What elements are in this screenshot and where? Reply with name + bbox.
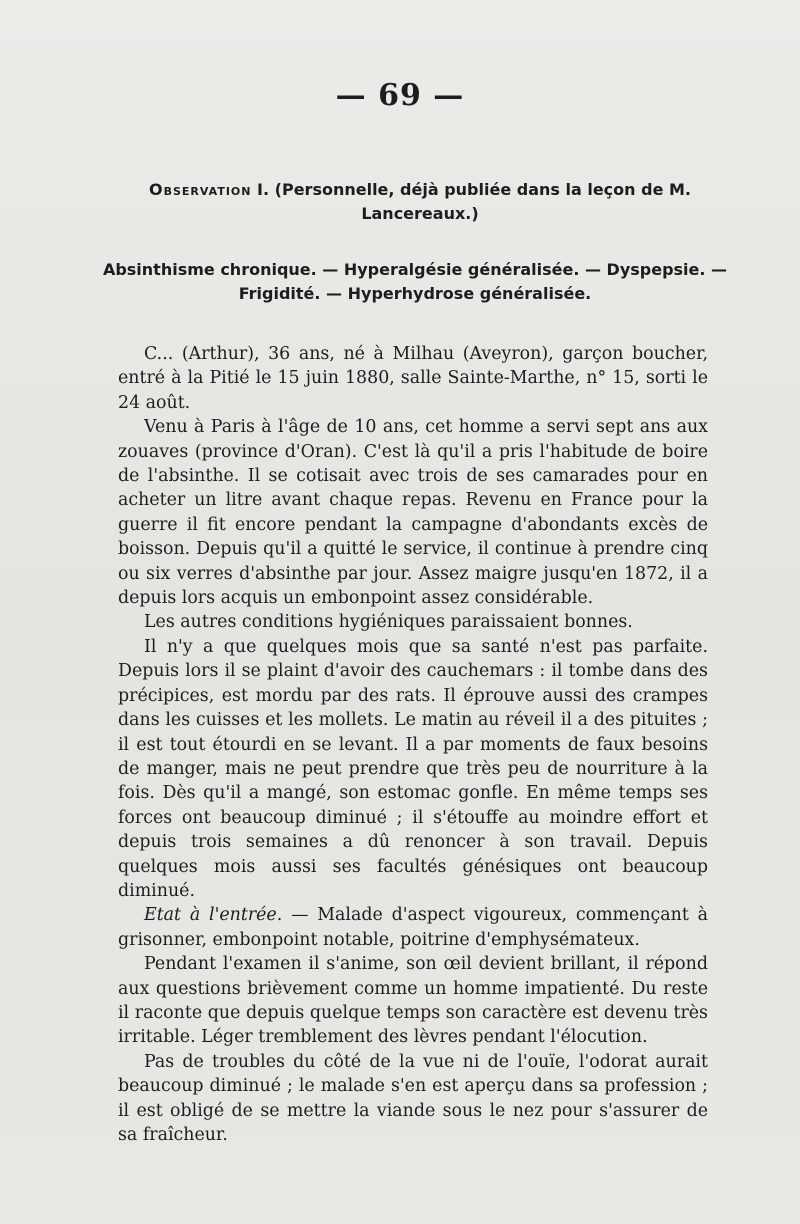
paragraph [118,903,708,952]
observation-text: I. (Personnelle, déjà publiée dans la leçon de M. Lancereaux.) [251,180,691,223]
observation-heading [140,178,700,226]
paragraph: C... (Arthur), 36 ans, né à Milhau (Aveyron), garçon boucher, entré à la Pitié le 15 juin 1880, salle Sainte-Marthe, n° 15, sorti le 24 août. [118,344,708,413]
case-subtitle: Absinthisme chronique. — Hyperalgésie généralisée. — Dyspepsie. — Frigidité. — Hyperhydrose généralisée. [102,260,728,303]
paragraph-label: Etat à l'entrée. [144,905,283,926]
observation-label: Observation [149,180,252,199]
paragraph: Les autres conditions hygiéniques paraissaient bonnes. [144,612,633,633]
page-number: — 69 — [335,78,465,113]
paragraph: Venu à Paris à l'âge de 10 ans, cet homme a servi sept ans aux zouaves (province d'Oran). C'est là qu'il a pris l'habitude de boire de l'absinthe. Il se cotisait avec trois de ses camarades pour en acheter un litre avant chaque repas. Revenu en France pour la guerre il fit encore pendant la campagne d'abondants excès de boisson. Depuis qu'il a quitté le service, il continue à prendre cinq ou six verres d'absinthe par jour. Assez maigre jusqu'en 1872, il a depuis lors acquis un embonpoint assez considérable. [118,417,708,609]
paragraph: Il n'y a que quelques mois que sa santé n'est pas parfaite. Depuis lors il se plaint d'avoir des cauchemars : il tombe dans des précipices, est mordu par des rats. Il éprouve aussi des crampes dans les cuisses et les mollets. Le matin au réveil il a des pituites ; il est tout étourdi en se levant. Il a par moments de faux besoins de manger, mais ne peut prendre que très peu de nourriture à la fois. Dès qu'il a mangé, son estomac gonfle. En même temps ses forces ont beaucoup diminué ; il s'étouffe au moindre effort et depuis trois semaines a dû renoncer à son travail. Depuis quelques mois aussi ses facultés génésiques ont beaucoup diminué. [118,636,708,901]
body-text [118,342,708,1147]
paragraph: Pendant l'examen il s'anime, son œil devient brillant, il répond aux questions brièvement comme un homme impatienté. Du reste il raconte que depuis quelque temps son caractère est devenu très irritable. Léger tremblement des lèvres pendant l'élocution. [118,954,708,1048]
paragraph-text: — Malade d'aspect vigoureux, commençant à grisonner, embonpoint notable, poitrine d'emphysémateux. [118,905,709,950]
paragraph: Pas de troubles du côté de la vue ni de l'ouïe, l'odorat aurait beaucoup diminué ; le malade s'en est aperçu dans sa profession ; il est obligé de se mettre la viande sous le nez pour s'assurer de sa fraîcheur. [118,1051,708,1145]
